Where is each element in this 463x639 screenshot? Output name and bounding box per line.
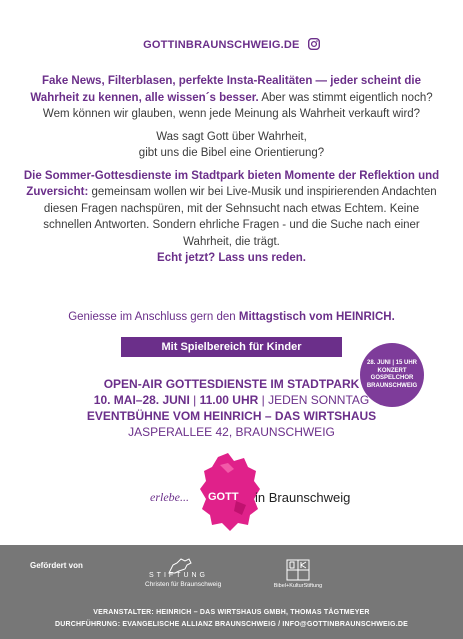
logo-gott: GOTT: [208, 491, 239, 503]
event-date-range: 10. MAI–28. JUNI: [93, 393, 190, 407]
mittagstisch-line: [0, 311, 463, 323]
event-frequency: JEDEN SONNTAG: [268, 393, 370, 407]
stiftung-logo: [137, 557, 237, 589]
intro-rest-1: Aber was stimmt eigentlich noch? Wem können wir glauben, wenn jede Meinung als Wahrheit verkauft wird?: [42, 91, 433, 120]
gefoerdert-label: Gefördert von: [30, 561, 83, 570]
event-time: 11.00 UHR: [199, 393, 259, 407]
lead-text: Geniesse im Anschluss gern den: [68, 311, 239, 323]
gott-in-braunschweig-logo: [150, 453, 390, 531]
lead-bold: Mittagstisch vom HEINRICH.: [238, 311, 395, 323]
badge-line-4: BRAUNSCHWEIG: [366, 382, 418, 389]
durchfuehrung-line: DURCHFÜHRUNG: EVANGELISCHE ALLIANZ BRAUNSCHWEIG / INFO@GOTTINBRAUNSCHWEIG.DE: [55, 621, 408, 628]
bk-mark-icon: [286, 559, 310, 581]
site-url[interactable]: GOTTINBRAUNSCHWEIG.DE: [143, 39, 300, 51]
event-info: [0, 376, 463, 440]
bk-name: Bibel+KulturStiftung: [273, 583, 323, 589]
intro-text: [22, 73, 441, 273]
veranstalter-line: VERANSTALTER: HEINRICH – DAS WIRTSHAUS GMBH, THOMAS TÄGTMEYER: [93, 609, 370, 616]
event-venue: EVENTBÜHNE VOM HEINRICH – DAS WIRTSHAUS: [86, 409, 377, 423]
event-separator-2: |: [258, 393, 269, 407]
event-dates: [0, 392, 463, 408]
badge-line-1: 28. JUNI | 15 UHR: [366, 360, 418, 366]
intro-paragraph-3: [22, 168, 441, 267]
stiftung-word: STIFTUNG: [149, 572, 208, 579]
stiftung-name: Christen für Braunschweig: [145, 581, 222, 588]
intro-end: Echt jetzt? Lass uns reden.: [157, 252, 306, 264]
intro-question-2: gibt uns die Bibel eine Orientierung?: [138, 147, 325, 159]
intro-paragraph-1: [22, 73, 441, 123]
intro-bold-1: Fake News, Filterblasen, perfekte Insta-Realitäten — jeder scheint die Wahrheit zu kennen, alle wissen´s besser.: [30, 75, 421, 104]
event-address: JASPERALLEE 42, BRAUNSCHWEIG: [128, 425, 335, 439]
intro-rest-3: gemeinsam wollen wir bei Live-Musik und inspirierenden Andachten diesen Fragen nachspüren, mit der Sehnsucht nach etwas Echtem. Keine schnellen Antworten. Sondern ehrliche Fragen - und die Suche nach einer Wahrheit, die trägt.: [43, 186, 437, 248]
logo-in-braunschweig: in Braunschweig: [255, 490, 351, 505]
intro-bold-3: Die Sommer-Gottesdienste im Stadtpark bieten Momente der Reflektion und Zuversicht:: [23, 169, 440, 198]
footer: [0, 545, 463, 639]
badge-line-3: GOSPELCHOR: [370, 375, 414, 381]
intro-paragraph-2: [22, 129, 441, 162]
logo-erlebe: erlebe...: [150, 490, 189, 504]
kinder-banner: Mit Spielbereich für Kinder: [121, 337, 342, 357]
intro-question-1: Was sagt Gott über Wahrheit,: [156, 130, 307, 143]
instagram-icon[interactable]: [308, 38, 320, 50]
badge-line-2: KONZERT: [377, 367, 407, 374]
event-title: OPEN-AIR GOTTESDIENSTE IM STADTPARK: [103, 377, 360, 391]
bibel-kultur-logo: [268, 559, 328, 593]
site-header: [0, 38, 463, 51]
event-separator-1: |: [189, 393, 200, 407]
